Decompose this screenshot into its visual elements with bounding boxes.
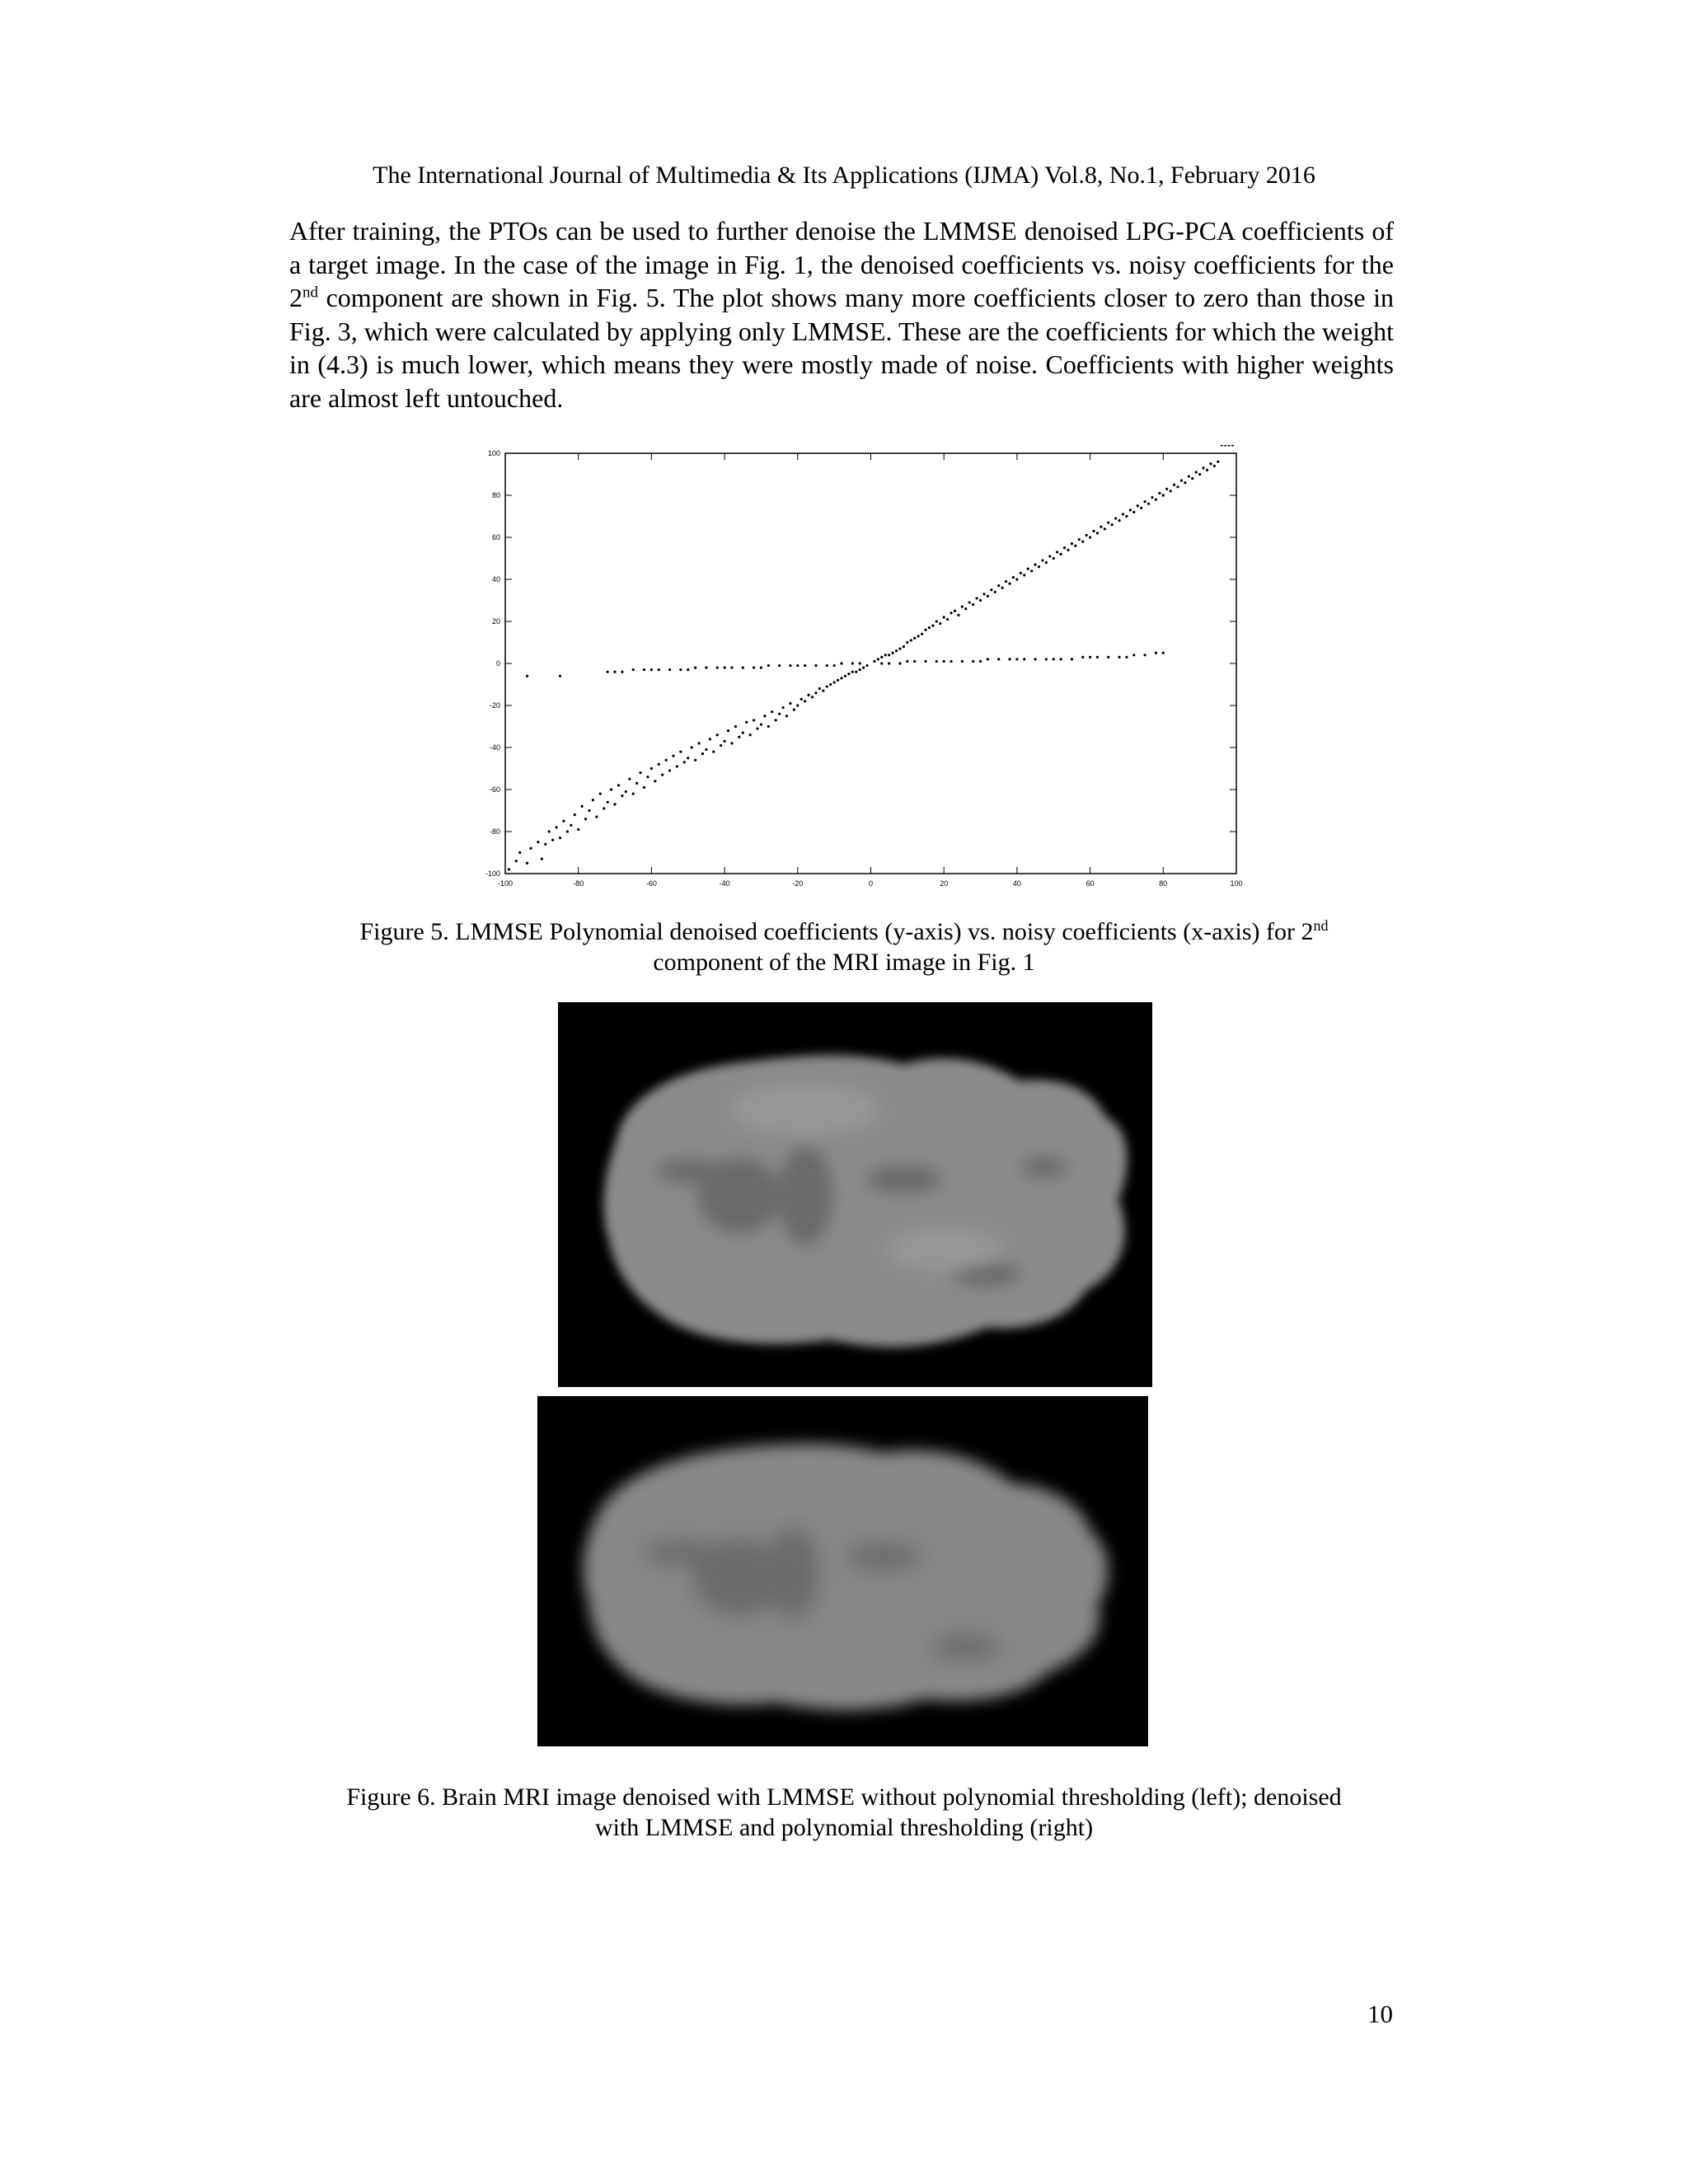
scatter-point bbox=[778, 664, 781, 667]
scatter-point bbox=[1034, 564, 1036, 566]
scatter-point bbox=[935, 620, 938, 622]
scatter-point bbox=[826, 664, 828, 667]
scatter-point bbox=[888, 662, 890, 664]
scatter-point bbox=[1198, 473, 1201, 476]
scatter-point bbox=[559, 675, 561, 677]
scatter-chart bbox=[476, 445, 1245, 886]
scatter-point bbox=[913, 637, 916, 640]
scatter-point bbox=[584, 818, 587, 820]
scatter-point bbox=[1114, 517, 1117, 519]
scatter-point bbox=[1030, 569, 1033, 572]
scatter-point bbox=[972, 660, 974, 663]
scatter-point bbox=[658, 763, 660, 766]
scatter-point bbox=[1184, 481, 1186, 484]
scatter-point bbox=[1081, 541, 1084, 543]
scatter-point bbox=[822, 690, 824, 692]
scatter-point bbox=[987, 658, 989, 660]
scatter-point bbox=[800, 698, 803, 701]
scatter-point bbox=[628, 778, 631, 780]
scatter-point bbox=[1209, 462, 1212, 465]
scatter-point bbox=[1132, 654, 1135, 656]
scatter-point bbox=[1176, 485, 1179, 488]
scatter-point bbox=[635, 782, 638, 785]
scatter-point bbox=[1023, 574, 1025, 576]
scatter-point bbox=[767, 725, 770, 728]
paragraph-text-2: component are shown in Fig. 5. The plot shows many more coefficients closer to zero than those in Fig. 3, which were calculated by applying only LMMSE. These are the coefficients for which the weight in (4.3) is much lower, which means they were mostly made of noise. Coefficients with higher weights are almost left untouched. bbox=[289, 283, 1394, 413]
scatter-point bbox=[745, 721, 748, 724]
scatter-point bbox=[683, 761, 686, 763]
scatter-point bbox=[1008, 658, 1010, 660]
scatter-point bbox=[840, 662, 842, 664]
scatter-point bbox=[1096, 656, 1099, 658]
scatter-point bbox=[1144, 654, 1146, 656]
scatter-point bbox=[712, 751, 715, 753]
scatter-point bbox=[957, 614, 959, 616]
scatter-point bbox=[760, 667, 762, 669]
scatter-point bbox=[643, 786, 645, 789]
scatter-point bbox=[676, 765, 678, 767]
y-tick-label: -80 bbox=[489, 827, 500, 836]
scatter-point bbox=[1053, 658, 1055, 660]
scatter-point bbox=[865, 664, 868, 667]
scatter-point bbox=[818, 687, 821, 690]
scatter-point bbox=[778, 713, 781, 715]
scatter-point bbox=[734, 725, 737, 728]
scatter-point bbox=[658, 668, 660, 671]
scatter-point bbox=[1048, 555, 1051, 557]
scatter-point bbox=[742, 732, 744, 734]
scatter-point bbox=[888, 654, 890, 656]
scatter-point bbox=[833, 664, 836, 667]
scatter-point bbox=[906, 660, 908, 663]
y-tick-label: -40 bbox=[489, 743, 500, 752]
scatter-point bbox=[979, 660, 982, 663]
scatter-point bbox=[544, 843, 546, 846]
figure-6-caption-line-1: Figure 6. Brain MRI image denoised with LMMSE without polynomial thresholding (left); denoised bbox=[346, 1783, 1342, 1811]
scatter-point bbox=[804, 664, 806, 667]
journal-header: The International Journal of Multimedia & Its Applications (IJMA) Vol.8, No.1, February 2016 bbox=[373, 162, 1315, 189]
scatter-point bbox=[639, 771, 641, 774]
scatter-point bbox=[833, 681, 836, 683]
scatter-point bbox=[961, 606, 964, 608]
scatter-point bbox=[691, 746, 693, 748]
scatter-point bbox=[742, 667, 744, 669]
y-tick-label: -20 bbox=[489, 701, 500, 710]
scatter-point bbox=[979, 599, 982, 602]
scatter-point bbox=[727, 729, 729, 732]
scatter-point bbox=[650, 668, 653, 671]
scatter-point bbox=[859, 662, 861, 664]
x-tick-label: 60 bbox=[1085, 879, 1095, 886]
scatter-point bbox=[756, 727, 758, 729]
scatter-point bbox=[982, 593, 985, 595]
scatter-point bbox=[1005, 580, 1007, 583]
scatter-point bbox=[574, 813, 576, 816]
scatter-point bbox=[1071, 658, 1073, 660]
scatter-point bbox=[1173, 484, 1175, 486]
y-tick-label: 20 bbox=[491, 617, 500, 626]
y-tick-label: -60 bbox=[489, 785, 500, 794]
scatter-point bbox=[730, 742, 733, 744]
scatter-point bbox=[987, 595, 989, 598]
scatter-point bbox=[724, 667, 726, 669]
scatter-point bbox=[621, 671, 623, 673]
x-tick-label: 80 bbox=[1159, 879, 1168, 886]
scatter-point bbox=[621, 794, 623, 797]
scatter-point bbox=[997, 584, 1000, 587]
scatter-point bbox=[763, 715, 766, 717]
scatter-point bbox=[1053, 557, 1055, 560]
scatter-point bbox=[1137, 504, 1139, 507]
scatter-point bbox=[646, 776, 649, 778]
scatter-point bbox=[654, 780, 656, 782]
scatter-point bbox=[1217, 461, 1219, 463]
scatter-point bbox=[716, 733, 719, 736]
scatter-point bbox=[811, 696, 814, 698]
scatter-point bbox=[814, 664, 817, 667]
scatter-point bbox=[1231, 445, 1234, 447]
scatter-point bbox=[1107, 522, 1109, 524]
scatter-point bbox=[954, 610, 956, 612]
scatter-point bbox=[1158, 492, 1160, 494]
scatter-point bbox=[1162, 652, 1165, 654]
scatter-point bbox=[826, 685, 828, 687]
scatter-point bbox=[892, 652, 894, 654]
scatter-point bbox=[1038, 565, 1040, 568]
scatter-point bbox=[903, 645, 905, 648]
scatter-point bbox=[1228, 445, 1231, 447]
scatter-point bbox=[1202, 466, 1204, 469]
scatter-point bbox=[632, 793, 635, 795]
scatter-point bbox=[1085, 534, 1088, 537]
scatter-point bbox=[917, 635, 920, 637]
scatter-point bbox=[796, 704, 799, 706]
scatter-point bbox=[1147, 503, 1150, 505]
scatter-point bbox=[607, 801, 609, 804]
scatter-point bbox=[789, 664, 791, 667]
scatter-point bbox=[990, 588, 992, 591]
scatter-point bbox=[968, 601, 971, 603]
scatter-point bbox=[921, 633, 923, 635]
scatter-point bbox=[1165, 488, 1168, 490]
figure-5-caption bbox=[330, 916, 1358, 977]
scatter-point bbox=[1067, 549, 1069, 551]
scatter-point bbox=[541, 858, 543, 860]
scatter-point bbox=[650, 767, 653, 770]
scatter-point bbox=[880, 656, 883, 658]
scatter-point bbox=[1045, 658, 1048, 660]
scatter-point bbox=[814, 691, 817, 694]
y-tick-label: 40 bbox=[491, 575, 500, 583]
scatter-point bbox=[1125, 515, 1128, 518]
scatter-point bbox=[1118, 519, 1120, 522]
scatter-point bbox=[793, 709, 795, 711]
x-tick-label: -80 bbox=[573, 879, 584, 886]
scatter-point bbox=[1118, 656, 1120, 658]
scatter-point bbox=[775, 719, 777, 721]
scatter-point bbox=[1129, 509, 1132, 511]
scatter-point bbox=[1206, 469, 1208, 471]
scatter-point bbox=[781, 706, 784, 709]
scatter-point bbox=[943, 660, 945, 663]
scatter-point bbox=[873, 660, 875, 663]
scatter-point bbox=[730, 667, 733, 669]
scatter-point bbox=[632, 668, 635, 671]
scatter-point bbox=[1100, 526, 1102, 528]
scatter-point bbox=[829, 683, 832, 686]
y-tick-label: -100 bbox=[485, 869, 500, 878]
scatter-point bbox=[859, 668, 861, 671]
scatter-point bbox=[1092, 530, 1095, 532]
scatter-point bbox=[935, 660, 938, 663]
scatter-point bbox=[537, 841, 539, 843]
x-tick-label: -20 bbox=[792, 879, 804, 886]
scatter-point bbox=[994, 591, 996, 593]
scatter-point bbox=[767, 664, 770, 667]
scatter-point bbox=[1155, 499, 1157, 501]
scatter-point bbox=[1071, 542, 1073, 545]
scatter-point bbox=[687, 668, 689, 671]
body-paragraph bbox=[289, 214, 1394, 415]
scatter-point bbox=[672, 755, 674, 757]
scatter-point bbox=[884, 654, 887, 656]
scatter-point bbox=[1162, 494, 1165, 496]
scatter-point bbox=[716, 667, 719, 669]
scatter-point bbox=[548, 830, 551, 832]
scatter-point bbox=[760, 723, 762, 725]
figure-6-caption bbox=[313, 1782, 1375, 1843]
scatter-point bbox=[1041, 559, 1043, 561]
scatter-point bbox=[898, 648, 901, 650]
scatter-point bbox=[961, 660, 964, 663]
scatter-point bbox=[592, 799, 594, 801]
scatter-point bbox=[1060, 553, 1062, 555]
scatter-point bbox=[1015, 658, 1018, 660]
scatter-point bbox=[785, 715, 788, 717]
y-tick-label: 60 bbox=[491, 533, 500, 541]
scatter-point bbox=[771, 710, 773, 713]
scatter-point bbox=[906, 641, 908, 644]
scatter-point bbox=[643, 668, 645, 671]
scatter-point bbox=[1221, 445, 1223, 447]
scatter-point bbox=[709, 738, 711, 740]
scatter-point bbox=[603, 807, 605, 809]
scatter-point bbox=[946, 618, 949, 621]
scatter-point bbox=[1089, 656, 1091, 658]
scatter-point bbox=[588, 809, 590, 812]
x-tick-label: 100 bbox=[1230, 879, 1243, 886]
scatter-point bbox=[851, 671, 854, 673]
scatter-point bbox=[840, 677, 842, 679]
scatter-point bbox=[880, 662, 883, 664]
scatter-point bbox=[1195, 471, 1198, 473]
scatter-point bbox=[928, 626, 931, 629]
scatter-point bbox=[559, 837, 561, 839]
paragraph-superscript: nd bbox=[302, 284, 318, 302]
scatter-point bbox=[1107, 656, 1109, 658]
scatter-point bbox=[972, 603, 974, 606]
scatter-point bbox=[1140, 507, 1142, 509]
scatter-point bbox=[555, 826, 557, 828]
y-tick-label: 0 bbox=[495, 659, 500, 668]
scatter-point bbox=[924, 660, 926, 663]
scatter-point bbox=[1020, 572, 1022, 574]
scatter-point bbox=[705, 667, 707, 669]
scatter-point bbox=[895, 649, 898, 652]
scatter-point bbox=[607, 671, 609, 673]
scatter-point bbox=[898, 662, 901, 664]
scatter-point bbox=[1074, 545, 1076, 547]
scatter-point bbox=[1012, 576, 1015, 579]
scatter-point bbox=[679, 668, 682, 671]
scatter-point bbox=[1155, 652, 1157, 654]
scatter-point bbox=[847, 673, 850, 675]
scatter-point bbox=[1180, 480, 1183, 482]
scatter-point bbox=[1056, 551, 1058, 553]
scatter-point bbox=[877, 658, 879, 660]
scatter-point bbox=[1096, 532, 1099, 534]
scatter-point bbox=[789, 702, 791, 705]
scatter-point bbox=[1191, 477, 1193, 480]
scatter-point bbox=[943, 616, 945, 618]
scatter-point bbox=[931, 625, 934, 627]
x-tick-label: 40 bbox=[1012, 879, 1021, 886]
y-tick-label: 100 bbox=[487, 449, 500, 457]
x-tick-label: 0 bbox=[868, 879, 874, 886]
scatter-point bbox=[950, 660, 952, 663]
scatter-point bbox=[508, 868, 510, 870]
scatter-point bbox=[566, 830, 569, 832]
scatter-point bbox=[1027, 568, 1029, 570]
scatter-point bbox=[610, 788, 612, 790]
scatter-point bbox=[1151, 496, 1153, 499]
scatter-point bbox=[613, 671, 616, 673]
scatter-point bbox=[1081, 656, 1084, 658]
scatter-point bbox=[1224, 445, 1226, 447]
scatter-point bbox=[1104, 527, 1106, 530]
scatter-point bbox=[599, 793, 602, 795]
scatter-point bbox=[862, 667, 865, 669]
scatter-point bbox=[562, 820, 565, 823]
scatter-point bbox=[705, 748, 707, 751]
scatter-point bbox=[855, 671, 857, 673]
scatter-point bbox=[515, 860, 518, 862]
figure-5-caption-superscript: nd bbox=[1313, 917, 1329, 934]
scatter-point bbox=[1111, 523, 1114, 526]
scatter-point bbox=[526, 862, 528, 865]
scatter-point bbox=[749, 733, 752, 736]
scatter-point bbox=[724, 740, 726, 743]
scatter-point bbox=[1125, 656, 1128, 658]
scatter-point bbox=[701, 752, 704, 755]
scatter-point bbox=[551, 839, 554, 841]
scatter-point bbox=[910, 639, 912, 641]
scatter-point bbox=[720, 744, 722, 747]
scatter-point bbox=[844, 675, 846, 677]
scatter-point bbox=[976, 597, 978, 599]
scatter-point bbox=[668, 769, 671, 771]
scatter-point bbox=[796, 664, 799, 667]
scatter-point bbox=[913, 660, 916, 663]
scatter-point bbox=[1001, 587, 1004, 589]
scatter-point bbox=[1008, 583, 1010, 585]
x-tick-label: -100 bbox=[497, 879, 513, 886]
scatter-point bbox=[1132, 511, 1135, 513]
scatter-point bbox=[518, 851, 521, 854]
scatter-point bbox=[697, 742, 700, 744]
y-tick-label: 80 bbox=[491, 491, 500, 499]
scatter-point bbox=[694, 759, 696, 762]
scatter-point bbox=[613, 803, 616, 805]
scatter-point bbox=[581, 805, 584, 808]
figure-5-caption-text-2: component of the MRI image in Fig. 1 bbox=[653, 949, 1035, 976]
scatter-point bbox=[687, 757, 689, 759]
scatter-point bbox=[577, 828, 579, 831]
scatter-point bbox=[837, 679, 839, 682]
scatter-point bbox=[1078, 538, 1081, 541]
mri-image-lmmse-polynomial bbox=[537, 1396, 1148, 1746]
scatter-point bbox=[1045, 561, 1048, 564]
scatter-point bbox=[738, 736, 740, 738]
x-tick-label: -60 bbox=[645, 879, 657, 886]
figure-5-caption-text-1: Figure 5. LMMSE Polynomial denoised coefficients (y-axis) vs. noisy coefficients (x-axis) for 2 bbox=[359, 918, 1314, 945]
scatter-point bbox=[1034, 658, 1036, 660]
scatter-point bbox=[1213, 465, 1216, 467]
x-tick-label: -40 bbox=[719, 879, 730, 886]
scatter-point bbox=[924, 629, 926, 631]
scatter-point bbox=[804, 700, 806, 702]
scatter-point bbox=[1188, 475, 1190, 477]
scatter-point bbox=[595, 816, 598, 818]
scatter-point bbox=[661, 774, 663, 776]
scatter-point bbox=[1060, 658, 1062, 660]
scatter-point bbox=[1170, 490, 1172, 492]
scatter-point bbox=[617, 784, 620, 786]
scatter-point bbox=[526, 675, 528, 677]
paragraph-text-1: After training, the PTOs can be used to further denoise the LMMSE denoised LPG-PCA coefficients of a target image. In the case of the image in Fig. 1, the denoised coefficients vs. noisy coefficients for the 2 bbox=[289, 216, 1394, 312]
scatter-point bbox=[851, 662, 854, 664]
scatter-point bbox=[808, 694, 810, 696]
scatter-point bbox=[625, 790, 627, 793]
scatter-point bbox=[679, 751, 682, 753]
scatter-point bbox=[939, 622, 941, 625]
scatter-point bbox=[570, 824, 572, 827]
page-number: 10 bbox=[1367, 1999, 1393, 2028]
scatter-point bbox=[1015, 578, 1018, 580]
scatter-point bbox=[1063, 546, 1066, 549]
scatter-point bbox=[1144, 500, 1146, 503]
scatter-point bbox=[753, 719, 755, 721]
scatter-point bbox=[1089, 536, 1091, 538]
scatter-point bbox=[997, 658, 1000, 660]
scatter-point bbox=[665, 759, 668, 762]
scatter-point bbox=[1122, 513, 1124, 515]
mri-image-lmmse bbox=[558, 1002, 1152, 1387]
scatter-point bbox=[694, 667, 696, 669]
x-tick-label: 20 bbox=[940, 879, 949, 886]
scatter-point bbox=[529, 847, 532, 850]
figure-6-caption-line-2: with LMMSE and polynomial thresholding (right) bbox=[594, 1814, 1094, 1841]
scatter-point bbox=[964, 607, 967, 610]
scatter-point bbox=[950, 612, 952, 614]
scatter-point bbox=[668, 668, 671, 671]
scatter-point bbox=[753, 667, 755, 669]
scatter-point bbox=[1023, 658, 1025, 660]
